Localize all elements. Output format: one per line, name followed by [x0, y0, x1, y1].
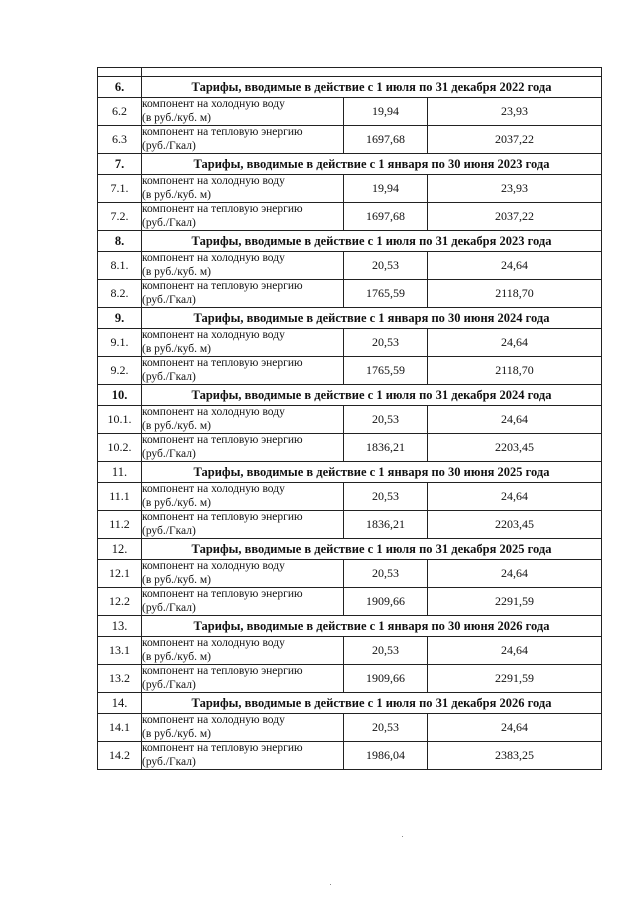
- row-label: компонент на холодную воду (в руб./куб. м): [142, 714, 344, 742]
- table-row: [98, 329, 602, 357]
- table-row: [98, 406, 602, 434]
- row-number: 13.2: [98, 665, 142, 693]
- row-label: компонент на холодную воду (в руб./куб. м): [142, 560, 344, 588]
- row-value-1: 20,53: [344, 637, 428, 665]
- row-value-1: 1765,59: [344, 357, 428, 385]
- table-row: [98, 511, 602, 539]
- section-header-row: [98, 385, 602, 406]
- row-value-1: 1697,68: [344, 126, 428, 154]
- tariff-table-body: [98, 68, 602, 770]
- row-number: 14.2: [98, 742, 142, 770]
- row-value-1: 1909,66: [344, 588, 428, 616]
- row-value-2: 23,93: [428, 175, 602, 203]
- section-number: 10.: [98, 385, 142, 406]
- row-number: 11.1: [98, 483, 142, 511]
- row-value-2: 24,64: [428, 252, 602, 280]
- row-label: компонент на тепловую энергию (руб./Гкал): [142, 126, 344, 154]
- row-value-1: 20,53: [344, 483, 428, 511]
- row-value-1: 1765,59: [344, 280, 428, 308]
- section-title: Тарифы, вводимые в действие с 1 июля по 31 декабря 2025 года: [142, 539, 602, 560]
- section-header-row: [98, 539, 602, 560]
- row-value-1: 20,53: [344, 714, 428, 742]
- table-row: [98, 714, 602, 742]
- table-row: [98, 434, 602, 462]
- section-title: Тарифы, вводимые в действие с 1 января по 30 июня 2024 года: [142, 308, 602, 329]
- table-row: [98, 742, 602, 770]
- tariff-table: [97, 67, 602, 770]
- section-title: Тарифы, вводимые в действие с 1 июля по 31 декабря 2023 года: [142, 231, 602, 252]
- top-cell-span: [142, 68, 602, 77]
- row-value-1: 20,53: [344, 406, 428, 434]
- row-label: компонент на тепловую энергию (руб./Гкал): [142, 203, 344, 231]
- table-row: [98, 637, 602, 665]
- row-number: 10.2.: [98, 434, 142, 462]
- section-title: Тарифы, вводимые в действие с 1 июля по 31 декабря 2022 года: [142, 77, 602, 98]
- row-value-1: 1909,66: [344, 665, 428, 693]
- table-row: [98, 252, 602, 280]
- row-value-2: 23,93: [428, 98, 602, 126]
- row-label: компонент на тепловую энергию (руб./Гкал): [142, 357, 344, 385]
- section-header-row: [98, 308, 602, 329]
- section-title: Тарифы, вводимые в действие с 1 января по 30 июня 2023 года: [142, 154, 602, 175]
- table-row: [98, 357, 602, 385]
- row-label: компонент на тепловую энергию (руб./Гкал): [142, 665, 344, 693]
- row-value-2: 2037,22: [428, 126, 602, 154]
- row-value-1: 20,53: [344, 252, 428, 280]
- row-number: 7.2.: [98, 203, 142, 231]
- section-header-row: [98, 462, 602, 483]
- scan-speck: [402, 836, 403, 837]
- table-row: [98, 203, 602, 231]
- row-number: 7.1.: [98, 175, 142, 203]
- row-value-1: 1986,04: [344, 742, 428, 770]
- row-label: компонент на холодную воду (в руб./куб. м): [142, 252, 344, 280]
- table-row: [98, 126, 602, 154]
- row-label: компонент на холодную воду (в руб./куб. м): [142, 98, 344, 126]
- table-row: [98, 483, 602, 511]
- row-number: 9.1.: [98, 329, 142, 357]
- row-value-2: 2118,70: [428, 280, 602, 308]
- row-label: компонент на тепловую энергию (руб./Гкал): [142, 280, 344, 308]
- row-value-2: 24,64: [428, 560, 602, 588]
- table-row: [98, 665, 602, 693]
- table-row: [98, 560, 602, 588]
- section-title: Тарифы, вводимые в действие с 1 января по 30 июня 2026 года: [142, 616, 602, 637]
- row-value-1: 19,94: [344, 98, 428, 126]
- row-number: 11.2: [98, 511, 142, 539]
- section-header-row: [98, 231, 602, 252]
- row-value-2: 2291,59: [428, 588, 602, 616]
- section-number: 9.: [98, 308, 142, 329]
- table-row: [98, 175, 602, 203]
- row-label: компонент на холодную воду (в руб./куб. м): [142, 637, 344, 665]
- row-number: 10.1.: [98, 406, 142, 434]
- row-number: 9.2.: [98, 357, 142, 385]
- row-value-1: 1697,68: [344, 203, 428, 231]
- top-cell-number: [98, 68, 142, 77]
- section-number: 7.: [98, 154, 142, 175]
- row-value-1: 1836,21: [344, 434, 428, 462]
- row-number: 14.1: [98, 714, 142, 742]
- row-value-2: 24,64: [428, 329, 602, 357]
- section-number: 11.: [98, 462, 142, 483]
- row-number: 6.2: [98, 98, 142, 126]
- row-value-2: 2203,45: [428, 434, 602, 462]
- section-number: 14.: [98, 693, 142, 714]
- row-number: 6.3: [98, 126, 142, 154]
- table-top-row: [98, 68, 602, 77]
- row-number: 12.2: [98, 588, 142, 616]
- row-value-1: 20,53: [344, 329, 428, 357]
- table-row: [98, 280, 602, 308]
- table-row: [98, 98, 602, 126]
- section-number: 6.: [98, 77, 142, 98]
- row-number: 8.1.: [98, 252, 142, 280]
- section-header-row: [98, 154, 602, 175]
- table-row: [98, 588, 602, 616]
- section-number: 13.: [98, 616, 142, 637]
- row-value-2: 24,64: [428, 714, 602, 742]
- row-value-2: 24,64: [428, 483, 602, 511]
- row-number: 8.2.: [98, 280, 142, 308]
- row-label: компонент на тепловую энергию (руб./Гкал): [142, 588, 344, 616]
- section-header-row: [98, 616, 602, 637]
- row-value-2: 2118,70: [428, 357, 602, 385]
- row-label: компонент на тепловую энергию (руб./Гкал): [142, 434, 344, 462]
- row-label: компонент на холодную воду (в руб./куб. м): [142, 329, 344, 357]
- section-number: 12.: [98, 539, 142, 560]
- row-value-1: 1836,21: [344, 511, 428, 539]
- row-label: компонент на холодную воду (в руб./куб. м): [142, 406, 344, 434]
- row-value-2: 2291,59: [428, 665, 602, 693]
- row-number: 12.1: [98, 560, 142, 588]
- row-value-1: 19,94: [344, 175, 428, 203]
- section-number: 8.: [98, 231, 142, 252]
- section-title: Тарифы, вводимые в действие с 1 января по 30 июня 2025 года: [142, 462, 602, 483]
- row-value-2: 2037,22: [428, 203, 602, 231]
- row-value-2: 2383,25: [428, 742, 602, 770]
- row-value-2: 24,64: [428, 637, 602, 665]
- scan-speck: [330, 884, 331, 885]
- row-label: компонент на тепловую энергию (руб./Гкал): [142, 511, 344, 539]
- row-value-2: 2203,45: [428, 511, 602, 539]
- row-value-1: 20,53: [344, 560, 428, 588]
- row-number: 13.1: [98, 637, 142, 665]
- row-value-2: 24,64: [428, 406, 602, 434]
- row-label: компонент на холодную воду (в руб./куб. м): [142, 483, 344, 511]
- section-header-row: [98, 77, 602, 98]
- row-label: компонент на холодную воду (в руб./куб. м): [142, 175, 344, 203]
- row-label: компонент на тепловую энергию (руб./Гкал): [142, 742, 344, 770]
- section-title: Тарифы, вводимые в действие с 1 июля по 31 декабря 2024 года: [142, 385, 602, 406]
- section-title: Тарифы, вводимые в действие с 1 июля по 31 декабря 2026 года: [142, 693, 602, 714]
- section-header-row: [98, 693, 602, 714]
